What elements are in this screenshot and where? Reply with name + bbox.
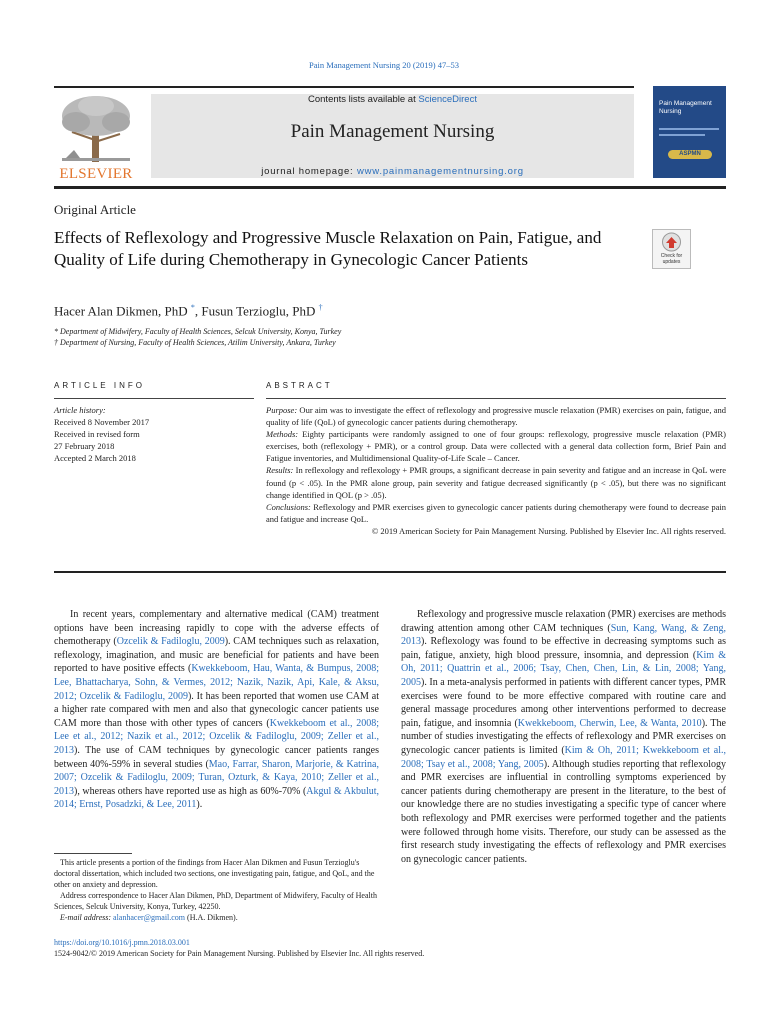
cover-stripe	[659, 134, 705, 136]
article-info-heading: ARTICLE INFO	[54, 381, 145, 390]
footnote-email	[54, 912, 379, 923]
author-affiliation-mark[interactable]: †	[318, 303, 323, 312]
article-history	[54, 404, 149, 464]
body-text: ). CAM techniques such as relaxation, reflexology, imagination, and music are beneficial for patients and have been reported to have positive effects (	[54, 636, 379, 675]
body-text: ). In a meta-analysis performed in patients with different cancer types, PMR exercises were found to be more effective compared with routine care and general massage procedures among other interventions performed to decrease pain, fatigue, and insomnia (	[401, 676, 726, 729]
abstract-heading: ABSTRACT	[266, 381, 333, 390]
revised-date: 27 February 2018	[54, 441, 115, 451]
revised-label: Received in revised form	[54, 429, 140, 439]
sciencedirect-link[interactable]: ScienceDirect	[418, 94, 477, 105]
body-text: ). Although studies reporting that reflexology and PMR exercises are influential in controlling symptoms experienced by cancer patients during chemotherapy are present in the literature, to the best of our knowledge there are no studies investigating a specific type of cancer where both reflexology and PMR exercises were performed together and the patients were followed through home visits. Therefore, our study can be assessed as the first research study investigating the effects of reflexology and PMR exercises on gynecologic cancer patients.	[401, 758, 726, 865]
contents-line	[151, 94, 634, 105]
abstract-bottom-rule	[54, 571, 726, 573]
author-separator: ,	[194, 303, 202, 319]
affiliation: † Department of Nursing, Faculty of Health Sciences, Atilim University, Ankara, Turkey	[54, 338, 336, 347]
journal-homepage-link[interactable]: www.painmanagementnursing.org	[356, 166, 524, 177]
body-text: ), whereas others have reported use as high as 60%-70% (	[74, 785, 307, 797]
history-label: Article history:	[54, 405, 106, 415]
body-column-left	[54, 608, 379, 812]
footnote-note: This article presents a portion of the findings from Hacer Alan Dikmen and Fusun Terzioglu's doctoral dissertation, which included two sections, one investigating pain, fatigue, and QoL, and the other on anxiety and depression.	[54, 858, 375, 889]
issn-copyright: 1524-9042/© 2019 American Society for Pain Management Nursing. Published by Elsevier Inc. All rights reserved.	[54, 949, 425, 958]
citation-link[interactable]: Kim & Oh, 2011; Quattrin et al., 2006; Tsay, Chen, Chen, Lin, & Lin, 2008; Yang, 2005	[401, 649, 727, 688]
body-text: ). The number of studies investigating the effects of reflexology and PMR exercises on gynecologic cancer patients is limited (	[401, 717, 726, 756]
citation-link[interactable]: Kim & Oh, 2011; Kwekkeboom et al., 2008; Tsay et al., 2008; Yang, 2005	[401, 744, 727, 770]
abstract-label: Conclusions:	[266, 501, 311, 512]
accepted-date: Accepted 2 March 2018	[54, 453, 136, 463]
abstract-text: Reflexology and PMR exercises given to gynecologic cancer patients during chemotherapy were found to decrease pain and fatigue and increase QoL.	[266, 501, 726, 524]
body-text: Reflexology and progressive muscle relaxation (PMR) exercises are methods drawing attention among other CAM techniques (	[401, 609, 726, 634]
abstract-results	[266, 464, 726, 500]
cover-title: Pain Management Nursing	[659, 100, 712, 115]
abstract-label: Purpose:	[266, 405, 298, 415]
cover-stripe	[659, 128, 719, 130]
citation-link[interactable]: Ozcelik & Fadiloglu, 2009	[116, 636, 225, 648]
abstract-text: In reflexology and reflexology + PMR groups, a significant decrease in pain severity and fatigue and an increase in QoL were found (p < .05). In the PMR alone group, pain severity and fatigue decreased significantly (p < .05), but there was no significant change identified in QOL (p > .05).	[266, 465, 726, 500]
body-text: ). Reflexology was found to be effective in decreasing symptoms such as pain, fatigue, anxiety, high blood pressure, insomnia, and depression (	[401, 636, 726, 661]
doi-link[interactable]: https://doi.org/10.1016/j.pmn.2018.03.001	[54, 938, 190, 947]
author-name: Fusun Terzioglu, PhD	[201, 303, 316, 319]
contents-prefix: Contents lists available at	[308, 94, 419, 105]
masthead-bottom-rule	[54, 186, 726, 189]
elsevier-wordmark: ELSEVIER	[59, 166, 133, 182]
footnote-address: Address correspondence to Hacer Alan Dikmen, PhD, Department of Midwifery, Faculty of Health Sciences, Selcuk University, Konya, Turkey, 42250.	[54, 891, 377, 911]
homepage-prefix: journal homepage:	[261, 166, 357, 177]
citation-link[interactable]: Kwekkeboom et al., 2008; Lee et al., 2012; Nazik et al., 2012; Ozcelik & Fadiloglu, 2009; Zeller et al., 2013	[54, 717, 380, 756]
citation-link[interactable]: Kwekkeboom, Hau, Wanta, & Bumpus, 2008; Lee, Bhattacharya, Sohn, & Vermes, 2012; Nazik, Nazik, Api, Kale, & Aksu, 2012; Ozcelik & Fadiloglu, 2009	[54, 663, 379, 702]
affiliation: * Department of Midwifery, Faculty of Health Sciences, Selcuk University, Konya, Turkey	[54, 327, 342, 336]
author-name: Hacer Alan Dikmen, PhD	[54, 303, 188, 319]
abstract-rule	[266, 398, 726, 399]
footnotes	[54, 857, 379, 923]
abstract-methods	[266, 428, 726, 464]
received-date: Received 8 November 2017	[54, 417, 150, 427]
footnote-rule	[54, 853, 132, 854]
check-for-updates-label: Check for updates	[660, 253, 683, 265]
cover-badge: ASPMN	[668, 150, 712, 159]
body-column-right	[401, 608, 726, 866]
check-for-updates-button[interactable]	[652, 229, 691, 269]
citation-link[interactable]: Kwekkeboom, Cherwin, Lee, & Wanta, 2010	[517, 717, 702, 729]
abstract-label: Results:	[266, 465, 294, 476]
citation-link[interactable]: Mao, Farrar, Sharon, Marjorie, & Katrina, 2007; Ozcelik & Fadiloglu, 2009; Turan, Ozturk, & Kaya, 2010; Zeller et al., 2013	[54, 758, 379, 797]
author-affiliation-mark[interactable]: *	[190, 303, 195, 312]
citation-link[interactable]: Akgul & Akbulut, 2014; Ernst, Posadzki, & Lee, 2011	[54, 785, 379, 811]
body-paragraph	[54, 608, 379, 812]
journal-title: Pain Management Nursing	[290, 121, 495, 142]
body-paragraph	[401, 608, 726, 866]
abstract-conclusions	[266, 501, 726, 525]
abstract-text: Our aim was to investigate the effect of reflexology and progressive muscle relaxation (PMR) exercises on pain, fatigue, and quality of life (QoL) of gynecologic cancer patients during chemotherapy.	[266, 405, 726, 428]
abstract-label: Methods:	[266, 429, 299, 440]
homepage-line	[151, 166, 634, 177]
author-list	[54, 303, 323, 319]
email-label: E-mail address:	[60, 913, 112, 922]
body-text: ). It has been reported that women use CAM at a higher rate compared with men and also that gynecologic cancer patients use CAM more than those with other types of cancers (	[54, 690, 379, 729]
top-rule	[54, 86, 634, 88]
abstract-body	[266, 404, 726, 537]
article-info-rule	[54, 398, 254, 399]
affiliations	[54, 326, 341, 348]
body-text: ).	[196, 799, 203, 811]
journal-reference-link[interactable]: Pain Management Nursing 20 (2019) 47–53	[309, 60, 459, 70]
abstract-purpose	[266, 404, 726, 428]
body-text: ). The use of CAM techniques by gynecologic cancer patients ranges between 40%-59% in several studies (	[54, 744, 379, 770]
abstract-copyright: © 2019 American Society for Pain Management Nursing. Published by Elsevier Inc. All rights reserved.	[371, 525, 726, 536]
body-text: In recent years, complementary and alternative medical (CAM) treatment options have been increasing rapidly to cope with the adverse effects of chemotherapy (	[54, 609, 379, 648]
article-type: Original Article	[54, 202, 136, 217]
email-suffix: (H.A. Dikmen).	[185, 913, 238, 922]
citation-link[interactable]: Sun, Kang, Wang, & Zeng, 2013	[401, 622, 726, 648]
check-for-updates-icon	[653, 230, 690, 254]
email-link[interactable]: alanhacer@gmail.com	[113, 913, 186, 922]
article-title: Effects of Reflexology and Progressive Muscle Relaxation on Pain, Fatigue, and Quality of Life during Chemotherapy in Gynecologic Cancer Patients	[54, 228, 602, 269]
abstract-text: Eighty participants were randomly assigned to one of four groups: reflexology, progressive muscle relaxation (PMR) exercises, both (reflexology + PMR), or a control group. Data were collected with a general data collection form, Brief Pain and Fatigue inventories, and Multidimensional Quality-of-Life Scale – Cancer.	[266, 429, 726, 464]
